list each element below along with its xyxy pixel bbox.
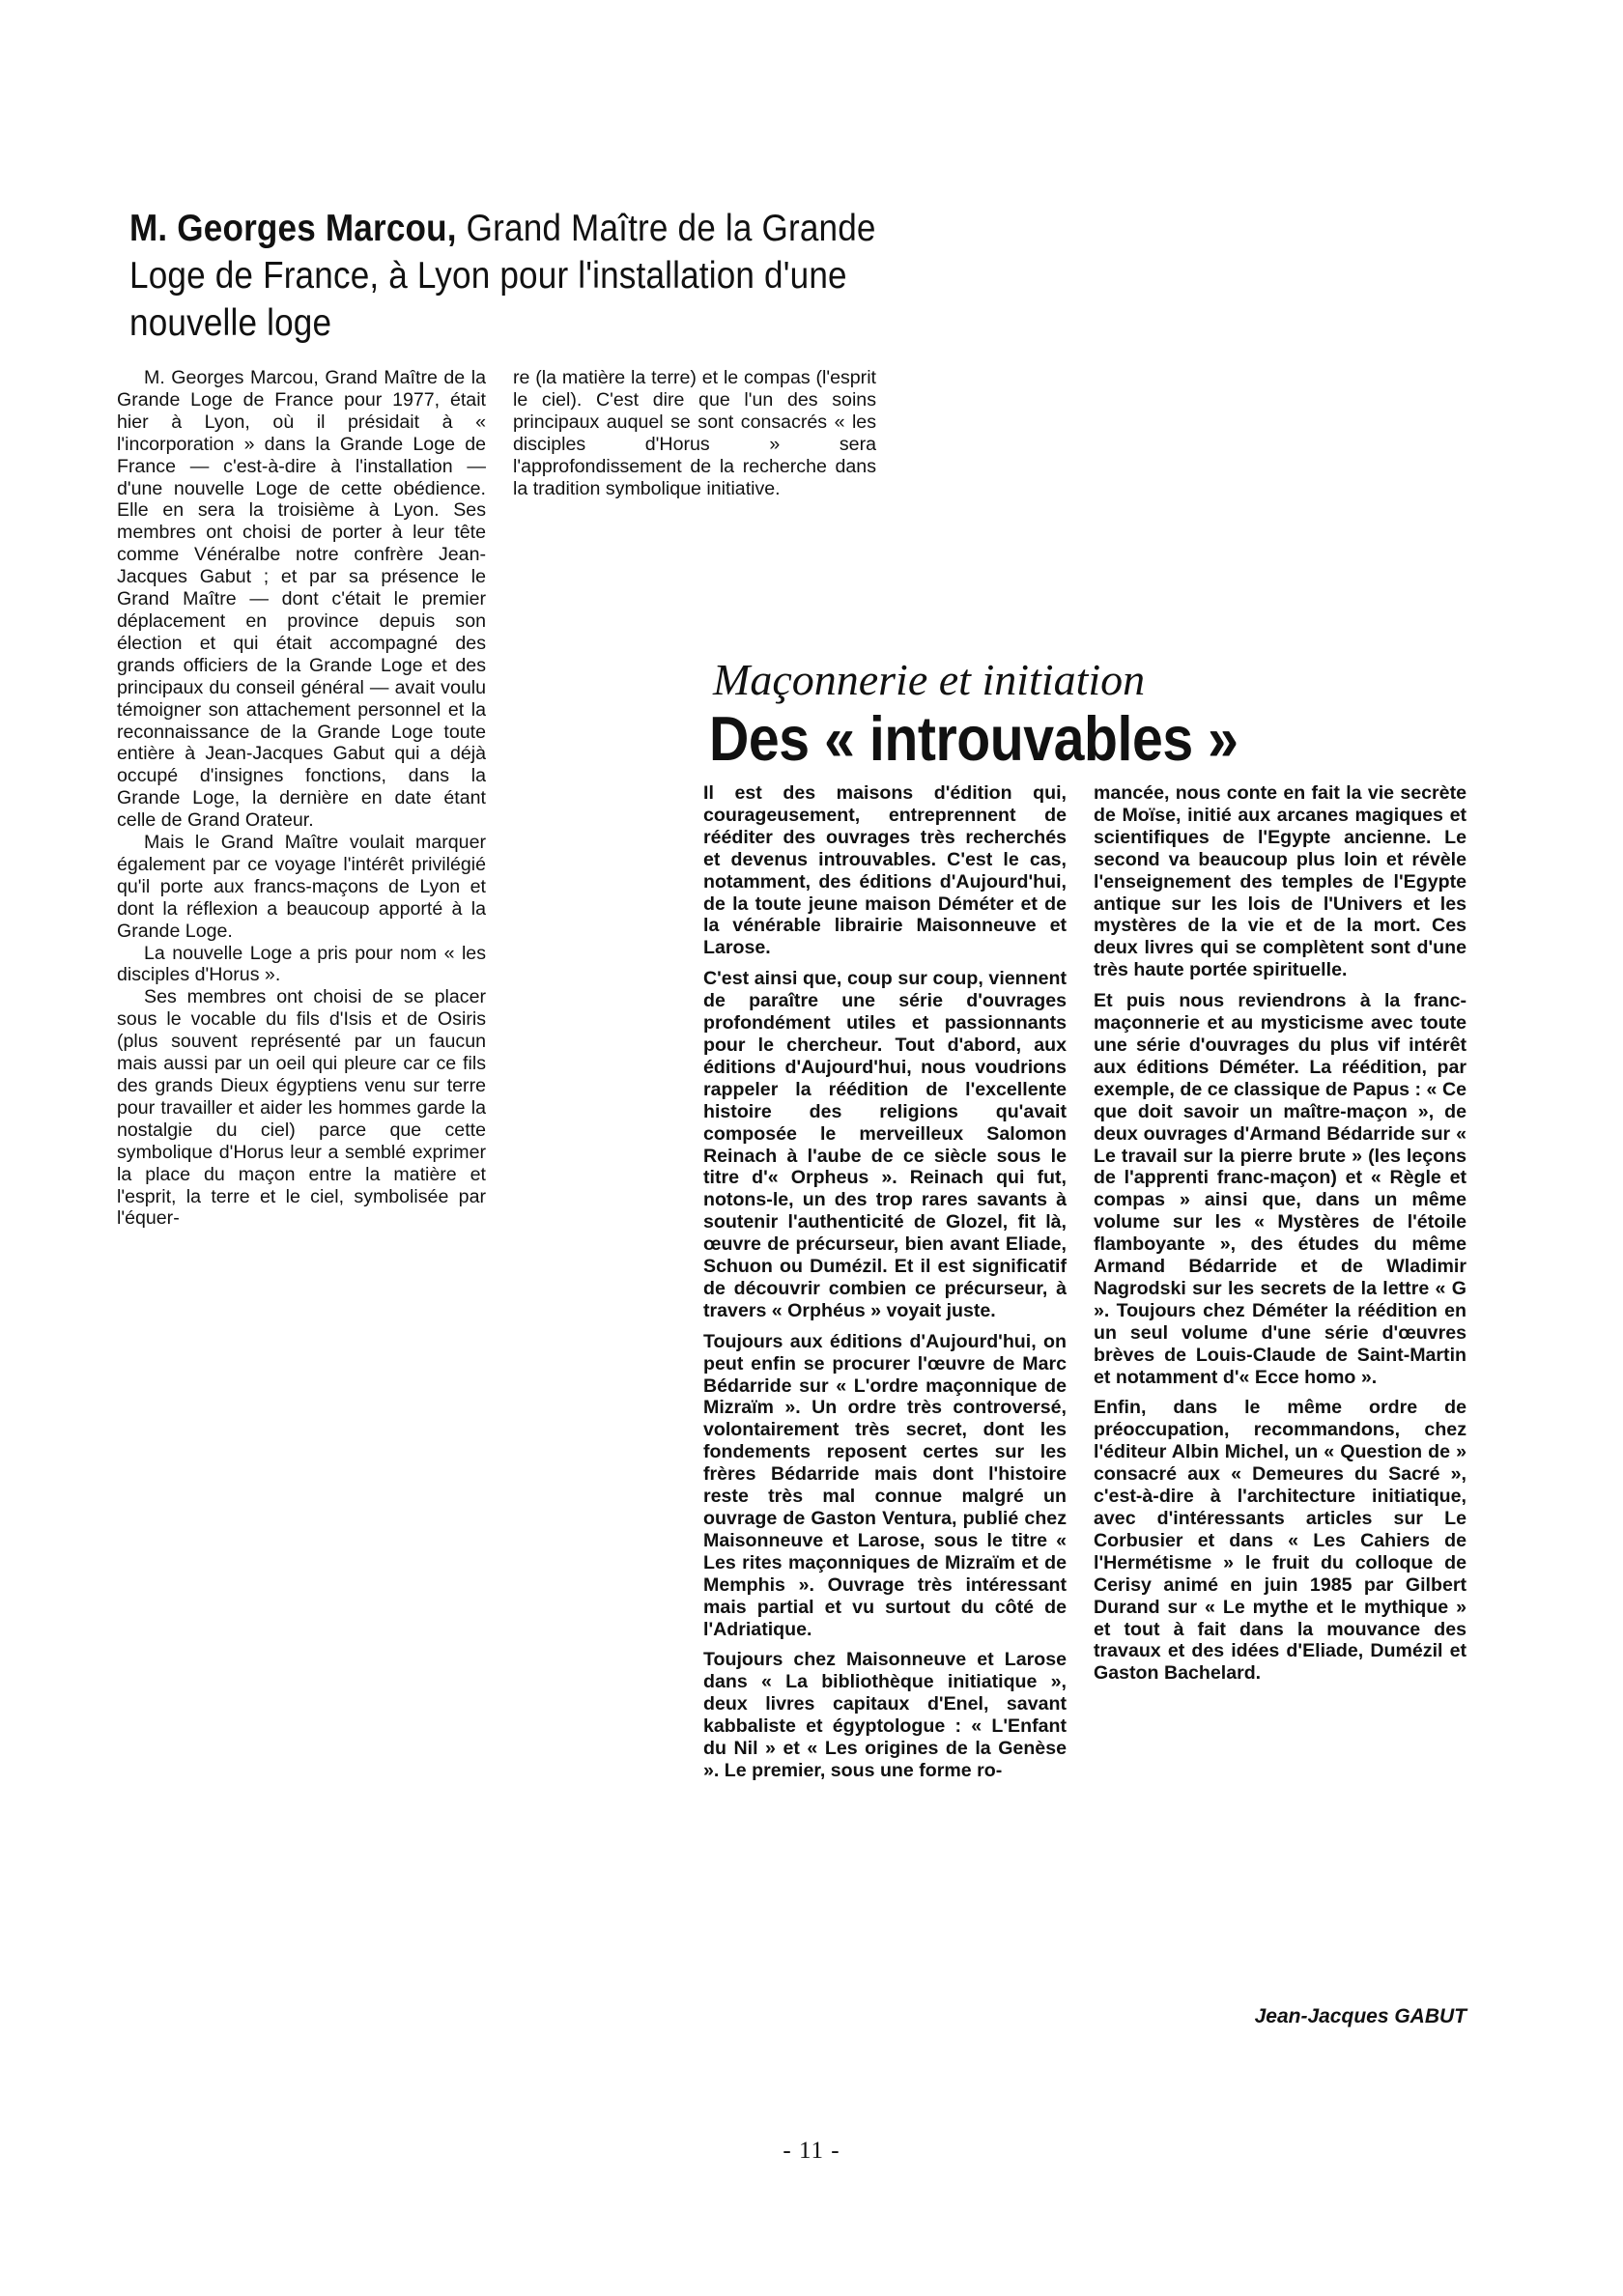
article2-kicker: Maçonnerie et initiation	[713, 655, 1146, 704]
article2-column-2	[1094, 782, 1466, 1685]
paragraph: Enfin, dans le même ordre de préoccupation, recommandons, chez l'éditeur Albin Michel, un « Question de » consacré aux « Demeures du Sacré », c'est-à-dire à l'architecture initiatique, avec d'intéressants articles sur Le Corbusier et dans « Les Cahiers de l'Hermétisme » le fruit du colloque de Cerisy animé en juin 1985 par Gilbert Durand sur « Le mythe et le mythique » et tout à fait dans la mouvance des travaux et des idées d'Eliade, Dumézil et Gaston Bachelard.	[1094, 1397, 1466, 1685]
paragraph: mancée, nous conte en fait la vie secrète de Moïse, initié aux arcanes magiques et scientifiques de l'Egypte ancienne. Le second va beaucoup plus loin et révèle l'enseignement des temples de l'Egypte antique sur les lois de l'Univers et les mystères de la vie et de la mort. Ces deux livres qui se complètent sont d'une très haute portée spirituelle.	[1094, 782, 1466, 981]
page-number: - 11 -	[783, 2138, 840, 2164]
article1-title-rest: Grand Maître de la Grande Loge de France, à Lyon pour l'installation d'une nouvelle loge	[129, 208, 876, 344]
article1-column-2	[513, 367, 876, 499]
paragraph: Il est des maisons d'édition qui, courageusement, entreprennent de rééditer des ouvrages très recherchés et devenus introuvables. C'est le cas, notamment, des éditions d'Aujourd'hui, de la toute jeune maison Déméter et de la vénérable librairie Maisonneuve et Larose.	[703, 782, 1067, 959]
article2-headline: Des « introuvables »	[709, 703, 1239, 774]
article1-column-1	[117, 367, 486, 1230]
article1-title	[129, 205, 912, 347]
paragraph: Toujours chez Maisonneuve et Larose dans « La bibliothèque initiatique », deux livres capitaux d'Enel, savant kabbaliste et égyptologue : « L'Enfant du Nil » et « Les origines de la Genèse ». Le premier, sous une forme ro-	[703, 1649, 1067, 1781]
paragraph: Et puis nous reviendrons à la franc-maçonnerie et au mysticisme avec toute une série d'ouvrages du plus vif intérêt aux éditions Déméter. La réédition, par exemple, de ce classique de Papus : « Ce que doit savoir un maître-maçon », de deux ouvrages d'Armand Bédarride sur « Le travail sur la pierre brute » (les leçons de l'apprenti franc-maçon) et « Règle et compas » ainsi que, dans un même volume sur les « Mystères de l'étoile flamboyante », des études du même Armand Bédarride et de Wladimir Nagrodski sur les secrets de la lettre « G ». Toujours chez Déméter la réédition en un seul volume d'une série d'œuvres brèves de Louis-Claude de Saint-Martin et notamment d'« Ecce homo ».	[1094, 990, 1466, 1388]
paragraph: Ses membres ont choisi de se placer sous le vocable du fils d'Isis et de Osiris (plus souvent représenté par un faucun mais aussi par un oeil qui pleure car ce fils des grands Dieux égyptiens venu sur terre pour travailler et aider les hommes garde la nostalgie du ciel) parce que cette symbolique d'Horus leur a semblé exprimer la place du maçon entre la matière et l'esprit, la terre et le ciel, symbolisée par l'équer-	[117, 986, 486, 1230]
article2-column-1	[703, 782, 1067, 1782]
paragraph: La nouvelle Loge a pris pour nom « les disciples d'Horus ».	[117, 942, 486, 986]
article2-signature: Jean-Jacques GABUT	[1254, 2005, 1466, 2027]
paragraph: Mais le Grand Maître voulait marquer également par ce voyage l'intérêt privilégié qu'il porte aux francs-maçons de Lyon et dont la réflexion a beaucoup apporté à la Grande Loge.	[117, 832, 486, 942]
paragraph: re (la matière la terre) et le compas (l'esprit le ciel). C'est dire que l'un des soins principaux auquel se sont consacrés « les disciples d'Horus » sera l'approfondissement de la recherche dans la tradition symbolique initiative.	[513, 367, 876, 499]
paragraph: C'est ainsi que, coup sur coup, viennent de paraître une série d'ouvrages profondément utiles et passionnants pour le chercheur. Tout d'abord, aux éditions d'Aujourd'hui, nous voudrions rappeler la réédition de l'excellente histoire des religions qu'avait composée le merveilleux Salomon Reinach à l'aube de ce siècle sous le titre d'« Orpheus ». Reinach qui fut, notons-le, un des trop rares savants à soutenir l'authenticité de Glozel, fit là, œuvre de précurseur, bien avant Eliade, Schuon ou Dumézil. Et il est significatif de découvrir combien ce précurseur, à travers « Orphéus » voyait juste.	[703, 968, 1067, 1321]
paragraph: M. Georges Marcou, Grand Maître de la Grande Loge de France pour 1977, était hier à Lyon, où il présidait à « l'incorporation » dans la Grande Loge de France — c'est-à-dire à l'installation — d'une nouvelle Loge de cette obédience. Elle en sera la troisième à Lyon. Ses membres ont choisi de porter à leur tête comme Vénéralbe notre confrère Jean-Jacques Gabut ; et par sa présence le Grand Maître — dont c'était le premier déplacement en province depuis son élection et qui était accompagné des grands officiers de la Grande Loge et des principaux du conseil général — avait voulu témoigner son attachement personnel et la reconnaissance de la Grande Loge toute entière à Jean-Jacques Gabut qui a déjà occupé d'insignes fonctions, dans la Grande Loge, la dernière en date étant celle de Grand Orateur.	[117, 367, 486, 832]
article1-title-name: M. Georges Marcou,	[129, 208, 457, 249]
paragraph: Toujours aux éditions d'Aujourd'hui, on peut enfin se procurer l'œuvre de Marc Bédarride sur « L'ordre maçonnique de Mizraïm ». Un ordre très controversé, volontairement très secret, dont les fondements reposent certes sur les frères Bédarride mais dont l'histoire reste très mal connue malgré un ouvrage de Gaston Ventura, publié chez Maisonneuve et Larose, sous le titre « Les rites maçonniques de Mizraïm et de Memphis ». Ouvrage très intéressant mais partial et vu surtout du côté de l'Adriatique.	[703, 1330, 1067, 1640]
